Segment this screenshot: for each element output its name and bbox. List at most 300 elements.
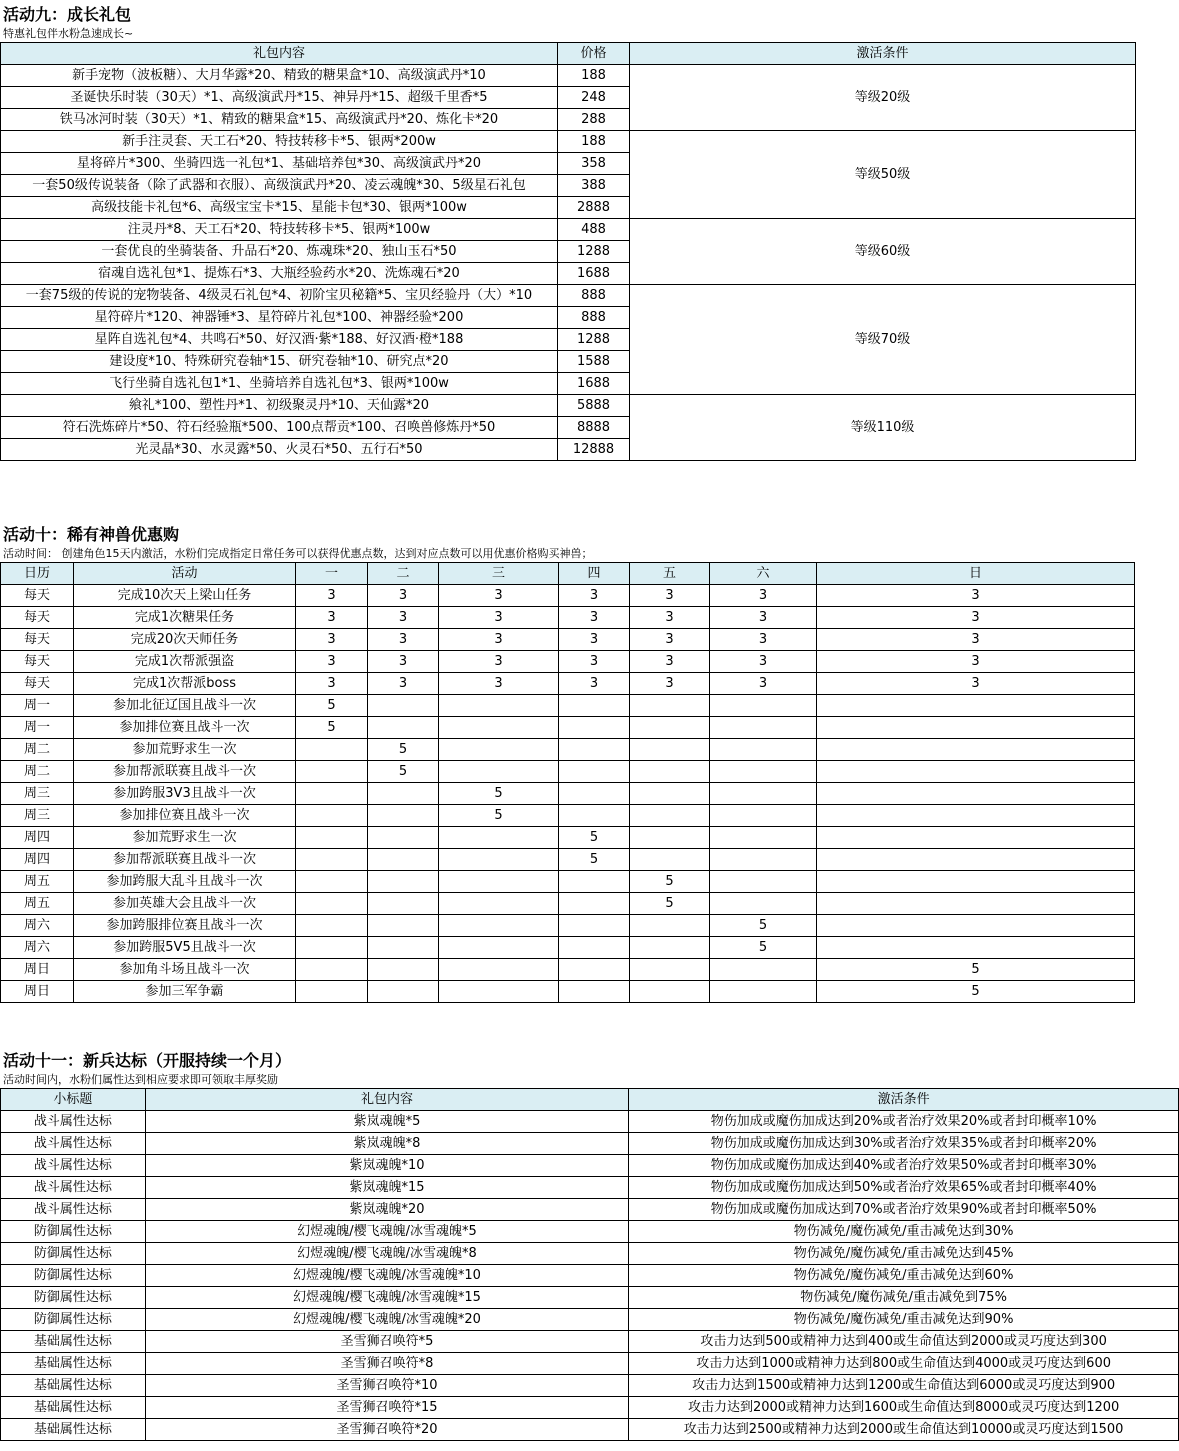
section-description: 活动时间： 创建角色15天内激活，水粉们完成指定日常任务可以获得优惠点数，达到对应点数可以用优惠价格购买神兽； <box>3 547 593 560</box>
points-cell: 5 <box>630 893 710 915</box>
points-cell <box>559 915 630 937</box>
points-cell: 3 <box>368 585 439 607</box>
activity-cell: 参加三军争霸 <box>74 981 296 1003</box>
subtitle-cell: 防御属性达标 <box>1 1265 146 1287</box>
activity-cell: 参加帮派联赛且战斗一次 <box>74 761 296 783</box>
points-cell <box>368 827 439 849</box>
table-row <box>1 1155 1179 1177</box>
points-cell: 5 <box>559 849 630 871</box>
points-cell <box>559 761 630 783</box>
pack-content-cell: 幻煜魂魄/樱飞魂魄/冰雪魂魄*15 <box>145 1287 628 1309</box>
table-row <box>1 937 1135 959</box>
activity-cell: 参加北征辽国且战斗一次 <box>74 695 296 717</box>
condition-cell: 攻击力达到2500或精神力达到2000或生命值达到10000或灵巧度达到1500 <box>629 1419 1179 1441</box>
points-cell: 3 <box>439 651 559 673</box>
table-row <box>1 1243 1179 1265</box>
activity-cell: 完成1次帮派强盗 <box>74 651 296 673</box>
header-cell: 日历 <box>1 563 74 585</box>
subtitle-cell: 战斗属性达标 <box>1 1155 146 1177</box>
price-cell: 358 <box>558 153 630 175</box>
pack-content-cell: 圣诞快乐时装（30天）*1、高级演武丹*15、神异丹*15、超级千里香*5 <box>1 87 558 109</box>
points-cell <box>368 937 439 959</box>
points-cell: 3 <box>439 673 559 695</box>
table-row <box>1 219 1136 241</box>
section-title: 活动十：稀有神兽优惠购 <box>3 525 180 544</box>
pack-content-cell: 新手宠物（波板糖）、大月华露*20、精致的糖果盒*10、高级演武丹*10 <box>1 65 558 87</box>
header-cell: 一 <box>296 563 368 585</box>
points-cell: 5 <box>368 739 439 761</box>
points-cell: 3 <box>368 673 439 695</box>
section-rare-beast <box>0 524 1179 1003</box>
points-cell <box>710 695 817 717</box>
subtitle-cell: 战斗属性达标 <box>1 1199 146 1221</box>
points-cell: 3 <box>817 673 1135 695</box>
table-row <box>1 959 1135 981</box>
table-row <box>1 893 1135 915</box>
table-row <box>1 1397 1179 1419</box>
points-cell <box>296 871 368 893</box>
table-row <box>1 981 1135 1003</box>
calendar-cell: 周日 <box>1 981 74 1003</box>
points-cell <box>368 849 439 871</box>
points-cell <box>439 893 559 915</box>
points-cell <box>439 827 559 849</box>
pack-content-cell: 铁马冰河时装（30天）*1、精致的糖果盒*15、高级演武丹*20、炼化卡*20 <box>1 109 558 131</box>
header-condition: 激活条件 <box>630 43 1136 65</box>
points-cell <box>817 805 1135 827</box>
points-cell <box>439 695 559 717</box>
points-cell <box>817 827 1135 849</box>
pack-content-cell: 宿魂自选礼包*1、提炼石*3、大瓶经验药水*20、洗炼魂石*20 <box>1 263 558 285</box>
table-row <box>1 739 1135 761</box>
pack-content-cell: 紫岚魂魄*5 <box>145 1111 628 1133</box>
price-cell: 888 <box>558 285 630 307</box>
section-title: 活动九：成长礼包 <box>3 5 132 24</box>
table-row <box>1 673 1135 695</box>
points-cell <box>296 915 368 937</box>
points-cell <box>439 937 559 959</box>
activity-cell: 完成20次天师任务 <box>74 629 296 651</box>
subtitle-cell: 基础属性达标 <box>1 1397 146 1419</box>
pack-content-cell: 星阵自选礼包*4、共鸣石*50、好汉酒·紫*188、好汉酒·橙*188 <box>1 329 558 351</box>
points-cell: 3 <box>439 629 559 651</box>
points-cell: 5 <box>368 761 439 783</box>
points-cell <box>630 695 710 717</box>
section-description: 特惠礼包伴水粉急速成长~ <box>3 27 134 40</box>
points-cell <box>559 893 630 915</box>
pack-content-cell: 幻煜魂魄/樱飞魂魄/冰雪魂魄*20 <box>145 1309 628 1331</box>
points-cell <box>817 871 1135 893</box>
table-row <box>1 1133 1179 1155</box>
points-cell <box>559 805 630 827</box>
condition-cell: 物伤减免/魔伤减免/重击减免达到45% <box>629 1243 1179 1265</box>
table-row <box>1 827 1135 849</box>
points-cell: 5 <box>439 783 559 805</box>
points-cell <box>630 981 710 1003</box>
calendar-cell: 每天 <box>1 629 74 651</box>
condition-cell: 物伤减免/魔伤减免/重击减免达到90% <box>629 1309 1179 1331</box>
activity-cell: 参加荒野求生一次 <box>74 827 296 849</box>
condition-cell: 等级50级 <box>630 131 1136 219</box>
price-cell: 12888 <box>558 439 630 461</box>
price-cell: 388 <box>558 175 630 197</box>
table-row <box>1 1111 1179 1133</box>
header-subtitle: 小标题 <box>1 1089 146 1111</box>
points-cell <box>630 849 710 871</box>
points-cell <box>710 783 817 805</box>
subtitle-cell: 战斗属性达标 <box>1 1133 146 1155</box>
points-cell: 3 <box>559 607 630 629</box>
points-cell: 3 <box>710 673 817 695</box>
points-cell: 3 <box>439 607 559 629</box>
pack-content-cell: 紫岚魂魄*10 <box>145 1155 628 1177</box>
points-cell: 3 <box>296 673 368 695</box>
points-cell: 3 <box>817 607 1135 629</box>
subtitle-cell: 战斗属性达标 <box>1 1177 146 1199</box>
calendar-cell: 周五 <box>1 893 74 915</box>
table-header-row <box>1 43 1136 65</box>
header-price: 价格 <box>558 43 630 65</box>
calendar-cell: 周五 <box>1 871 74 893</box>
pack-content-cell: 一套优良的坐骑装备、升品石*20、炼魂珠*20、独山玉石*50 <box>1 241 558 263</box>
points-cell <box>817 893 1135 915</box>
points-cell <box>817 849 1135 871</box>
points-cell <box>817 761 1135 783</box>
points-cell <box>296 937 368 959</box>
points-cell: 3 <box>296 629 368 651</box>
condition-cell: 物伤减免/魔伤减免/重击减免达到60% <box>629 1265 1179 1287</box>
activity-cell: 参加排位赛且战斗一次 <box>74 805 296 827</box>
header-cell: 四 <box>559 563 630 585</box>
points-cell <box>559 959 630 981</box>
price-cell: 2888 <box>558 197 630 219</box>
price-cell: 888 <box>558 307 630 329</box>
section-title: 活动十一：新兵达标（开服持续一个月） <box>3 1051 292 1070</box>
activity-cell: 参加英雄大会且战斗一次 <box>74 893 296 915</box>
calendar-cell: 每天 <box>1 607 74 629</box>
table-row <box>1 871 1135 893</box>
points-cell <box>368 783 439 805</box>
pack-content-cell: 圣雪狮召唤符*15 <box>145 1397 628 1419</box>
calendar-cell: 周六 <box>1 915 74 937</box>
points-cell: 3 <box>630 651 710 673</box>
condition-cell: 物伤加成或魔伤加成达到70%或者治疗效果90%或者封印概率50% <box>629 1199 1179 1221</box>
header-condition: 激活条件 <box>629 1089 1179 1111</box>
header-cell: 五 <box>630 563 710 585</box>
points-cell <box>817 739 1135 761</box>
points-cell <box>368 871 439 893</box>
condition-cell: 物伤加成或魔伤加成达到40%或者治疗效果50%或者封印概率30% <box>629 1155 1179 1177</box>
pack-content-cell: 建设度*10、特殊研究卷轴*15、研究卷轴*10、研究点*20 <box>1 351 558 373</box>
activity-cell: 参加帮派联赛且战斗一次 <box>74 849 296 871</box>
points-cell <box>630 783 710 805</box>
points-cell: 5 <box>817 959 1135 981</box>
points-cell: 3 <box>710 607 817 629</box>
points-cell: 3 <box>559 651 630 673</box>
pack-content-cell: 圣雪狮召唤符*5 <box>145 1331 628 1353</box>
pack-content-cell: 圣雪狮召唤符*10 <box>145 1375 628 1397</box>
price-cell: 1688 <box>558 373 630 395</box>
table-row <box>1 805 1135 827</box>
header-content: 礼包内容 <box>145 1089 628 1111</box>
table-row <box>1 1199 1179 1221</box>
points-cell <box>439 761 559 783</box>
growth-pack-table <box>0 42 1136 461</box>
condition-cell: 物伤加成或魔伤加成达到50%或者治疗效果65%或者封印概率40% <box>629 1177 1179 1199</box>
points-cell <box>296 739 368 761</box>
pack-content-cell: 幻煜魂魄/樱飞魂魄/冰雪魂魄*8 <box>145 1243 628 1265</box>
calendar-cell: 周四 <box>1 849 74 871</box>
points-cell <box>817 717 1135 739</box>
table-row <box>1 1265 1179 1287</box>
table-row <box>1 1375 1179 1397</box>
points-cell <box>817 937 1135 959</box>
points-cell: 3 <box>296 651 368 673</box>
condition-cell: 等级20级 <box>630 65 1136 131</box>
pack-content-cell: 新手注灵套、天工石*20、特技转移卡*5、银两*200w <box>1 131 558 153</box>
condition-cell: 攻击力达到500或精神力达到400或生命值达到2000或灵巧度达到300 <box>629 1331 1179 1353</box>
points-cell: 3 <box>368 607 439 629</box>
table-row <box>1 395 1136 417</box>
calendar-cell: 周三 <box>1 805 74 827</box>
points-cell: 3 <box>368 651 439 673</box>
points-cell <box>559 783 630 805</box>
condition-cell: 等级110级 <box>630 395 1136 461</box>
price-cell: 1688 <box>558 263 630 285</box>
table-row <box>1 761 1135 783</box>
condition-cell: 等级60级 <box>630 219 1136 285</box>
points-cell: 5 <box>296 695 368 717</box>
rare-beast-table <box>0 562 1135 1003</box>
pack-content-cell: 一套75级的传说的宠物装备、4级灵石礼包*4、初阶宝贝秘籍*5、宝贝经验丹（大）*10 <box>1 285 558 307</box>
points-cell <box>368 981 439 1003</box>
points-cell <box>439 871 559 893</box>
header-cell: 六 <box>710 563 817 585</box>
points-cell <box>296 959 368 981</box>
table-row <box>1 695 1135 717</box>
condition-cell: 等级70级 <box>630 285 1136 395</box>
points-cell: 5 <box>817 981 1135 1003</box>
table-row <box>1 1309 1179 1331</box>
subtitle-cell: 防御属性达标 <box>1 1221 146 1243</box>
points-cell: 5 <box>559 827 630 849</box>
points-cell <box>817 915 1135 937</box>
points-cell: 3 <box>296 585 368 607</box>
activity-cell: 完成1次帮派boss <box>74 673 296 695</box>
condition-cell: 攻击力达到2000或精神力达到1600或生命值达到8000或灵巧度达到1200 <box>629 1397 1179 1419</box>
table-row <box>1 65 1136 87</box>
subtitle-cell: 防御属性达标 <box>1 1309 146 1331</box>
points-cell <box>368 717 439 739</box>
points-cell: 5 <box>710 937 817 959</box>
points-cell: 5 <box>630 871 710 893</box>
calendar-cell: 周一 <box>1 695 74 717</box>
calendar-cell: 周四 <box>1 827 74 849</box>
activity-cell: 完成10次天上梁山任务 <box>74 585 296 607</box>
calendar-cell: 每天 <box>1 585 74 607</box>
pack-content-cell: 星符碎片*120、神器锤*3、星符碎片礼包*100、神器经验*200 <box>1 307 558 329</box>
subtitle-cell: 基础属性达标 <box>1 1353 146 1375</box>
subtitle-cell: 基础属性达标 <box>1 1375 146 1397</box>
table-row <box>1 607 1135 629</box>
points-cell: 3 <box>630 585 710 607</box>
section-new-recruit <box>0 1050 1179 1441</box>
pack-content-cell: 幻煜魂魄/樱飞魂魄/冰雪魂魄*5 <box>145 1221 628 1243</box>
table-header-row <box>1 563 1135 585</box>
table-row <box>1 783 1135 805</box>
activity-cell: 参加跨服3V3且战斗一次 <box>74 783 296 805</box>
pack-content-cell: 飞行坐骑自选礼包1*1、坐骑培养自选礼包*3、银两*100w <box>1 373 558 395</box>
points-cell <box>817 695 1135 717</box>
points-cell <box>630 915 710 937</box>
points-cell <box>817 783 1135 805</box>
condition-cell: 物伤减免/魔伤减免/重击减免达到30% <box>629 1221 1179 1243</box>
table-row <box>1 629 1135 651</box>
pack-content-cell: 符石洗炼碎片*50、符石经验瓶*500、100点帮贡*100、召唤兽修炼丹*50 <box>1 417 558 439</box>
price-cell: 1588 <box>558 351 630 373</box>
activity-cell: 参加跨服排位赛且战斗一次 <box>74 915 296 937</box>
points-cell: 5 <box>439 805 559 827</box>
points-cell <box>439 739 559 761</box>
points-cell <box>439 981 559 1003</box>
table-row <box>1 1331 1179 1353</box>
points-cell: 3 <box>368 629 439 651</box>
points-cell <box>559 871 630 893</box>
points-cell <box>559 739 630 761</box>
pack-content-cell: 高级技能卡礼包*6、高级宝宝卡*15、星能卡包*30、银两*100w <box>1 197 558 219</box>
points-cell <box>439 959 559 981</box>
pack-content-cell: 星将碎片*300、坐骑四选一礼包*1、基础培养包*30、高级演武丹*20 <box>1 153 558 175</box>
points-cell <box>630 959 710 981</box>
points-cell <box>296 849 368 871</box>
pack-content-cell: 幻煜魂魄/樱飞魂魄/冰雪魂魄*10 <box>145 1265 628 1287</box>
price-cell: 5888 <box>558 395 630 417</box>
section-growth-pack <box>0 4 1179 461</box>
price-cell: 248 <box>558 87 630 109</box>
price-cell: 8888 <box>558 417 630 439</box>
points-cell <box>439 849 559 871</box>
price-cell: 188 <box>558 65 630 87</box>
points-cell <box>559 717 630 739</box>
condition-cell: 物伤加成或魔伤加成达到20%或者治疗效果20%或者封印概率10% <box>629 1111 1179 1133</box>
points-cell <box>368 915 439 937</box>
table-row <box>1 717 1135 739</box>
points-cell <box>296 893 368 915</box>
points-cell <box>630 717 710 739</box>
points-cell: 3 <box>710 651 817 673</box>
activity-cell: 参加排位赛且战斗一次 <box>74 717 296 739</box>
points-cell <box>296 827 368 849</box>
subtitle-cell: 防御属性达标 <box>1 1287 146 1309</box>
points-cell: 3 <box>559 673 630 695</box>
pack-content-cell: 紫岚魂魄*8 <box>145 1133 628 1155</box>
points-cell: 3 <box>630 607 710 629</box>
pack-content-cell: 一套50级传说装备（除了武器和衣服）、高级演武丹*20、凌云魂魄*30、5级星石礼包 <box>1 175 558 197</box>
activity-cell: 完成1次糖果任务 <box>74 607 296 629</box>
points-cell <box>710 871 817 893</box>
price-cell: 488 <box>558 219 630 241</box>
table-row <box>1 651 1135 673</box>
price-cell: 188 <box>558 131 630 153</box>
condition-cell: 攻击力达到1000或精神力达到800或生命值达到4000或灵巧度达到600 <box>629 1353 1179 1375</box>
price-cell: 1288 <box>558 329 630 351</box>
points-cell <box>296 805 368 827</box>
table-header-row <box>1 1089 1179 1111</box>
points-cell <box>559 695 630 717</box>
points-cell: 3 <box>296 607 368 629</box>
points-cell: 3 <box>439 585 559 607</box>
condition-cell: 攻击力达到1500或精神力达到1200或生命值达到6000或灵巧度达到900 <box>629 1375 1179 1397</box>
header-cell: 日 <box>817 563 1135 585</box>
pack-content-cell: 圣雪狮召唤符*8 <box>145 1353 628 1375</box>
activity-cell: 参加跨服5V5且战斗一次 <box>74 937 296 959</box>
pack-content-cell: 紫岚魂魄*15 <box>145 1177 628 1199</box>
points-cell <box>710 717 817 739</box>
points-cell <box>368 893 439 915</box>
points-cell <box>710 981 817 1003</box>
table-row <box>1 1419 1179 1441</box>
pack-content-cell: 紫岚魂魄*20 <box>145 1199 628 1221</box>
points-cell <box>710 959 817 981</box>
points-cell <box>439 915 559 937</box>
table-row <box>1 1221 1179 1243</box>
points-cell <box>559 981 630 1003</box>
new-recruit-table <box>0 1088 1179 1441</box>
price-cell: 288 <box>558 109 630 131</box>
points-cell <box>630 805 710 827</box>
points-cell <box>439 717 559 739</box>
points-cell: 3 <box>559 585 630 607</box>
points-cell: 3 <box>710 629 817 651</box>
calendar-cell: 周日 <box>1 959 74 981</box>
points-cell: 3 <box>710 585 817 607</box>
header-cell: 二 <box>368 563 439 585</box>
table-row <box>1 1353 1179 1375</box>
points-cell <box>296 761 368 783</box>
points-cell <box>710 849 817 871</box>
points-cell <box>296 981 368 1003</box>
subtitle-cell: 基础属性达标 <box>1 1419 146 1441</box>
calendar-cell: 周三 <box>1 783 74 805</box>
points-cell: 5 <box>710 915 817 937</box>
points-cell <box>710 893 817 915</box>
points-cell <box>630 937 710 959</box>
points-cell <box>710 827 817 849</box>
subtitle-cell: 防御属性达标 <box>1 1243 146 1265</box>
points-cell: 3 <box>817 629 1135 651</box>
table-row <box>1 1287 1179 1309</box>
table-row <box>1 1177 1179 1199</box>
points-cell <box>630 761 710 783</box>
points-cell <box>368 695 439 717</box>
activity-cell: 参加角斗场且战斗一次 <box>74 959 296 981</box>
calendar-cell: 每天 <box>1 673 74 695</box>
condition-cell: 物伤加成或魔伤加成达到30%或者治疗效果35%或者封印概率20% <box>629 1133 1179 1155</box>
calendar-cell: 每天 <box>1 651 74 673</box>
points-cell <box>710 761 817 783</box>
calendar-cell: 周六 <box>1 937 74 959</box>
activity-cell: 参加荒野求生一次 <box>74 739 296 761</box>
table-row <box>1 849 1135 871</box>
calendar-cell: 周一 <box>1 717 74 739</box>
points-cell: 5 <box>296 717 368 739</box>
table-row <box>1 585 1135 607</box>
header-cell: 活动 <box>74 563 296 585</box>
condition-cell: 物伤减免/魔伤减免/重击减免到75% <box>629 1287 1179 1309</box>
points-cell <box>630 739 710 761</box>
table-row <box>1 915 1135 937</box>
points-cell: 3 <box>817 585 1135 607</box>
